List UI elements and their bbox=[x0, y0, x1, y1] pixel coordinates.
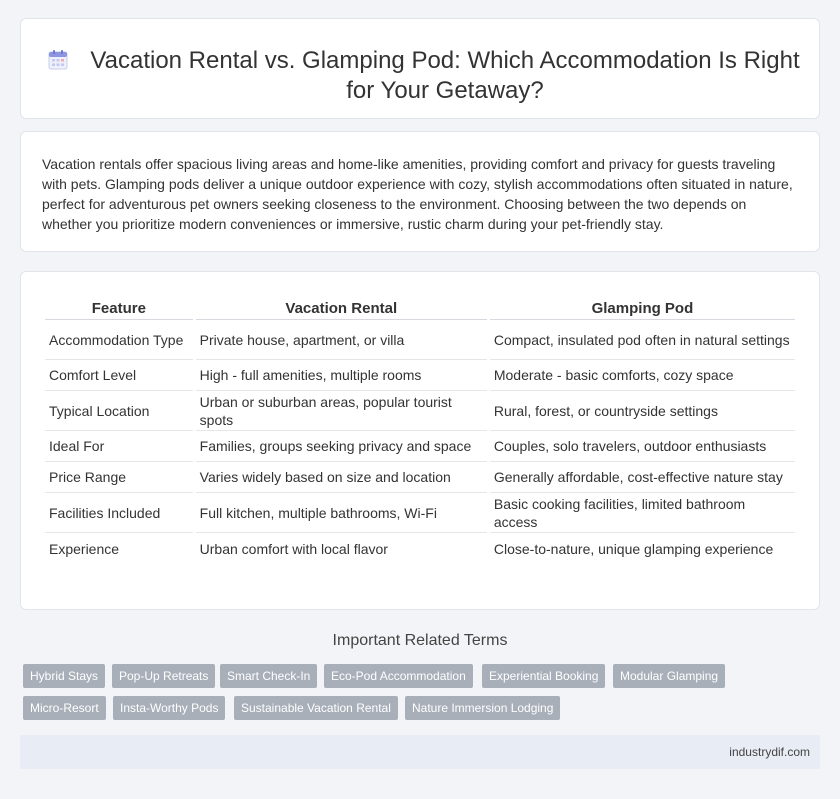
tag-smart-check-in[interactable]: Smart Check-In bbox=[220, 664, 317, 688]
comparison-table-card bbox=[20, 271, 820, 610]
table-header-glamping-pod: Glamping Pod bbox=[490, 296, 795, 320]
table-row bbox=[45, 431, 795, 462]
table-header-feature: Feature bbox=[45, 296, 193, 320]
intro-paragraph: Vacation rentals offer spacious living areas and home-like amenities, providing comfort and privacy for guests traveling with pets. Glamping pods deliver a unique outdoor experience with cozy, stylish accommodations often situated in nature, perfect for adventurous pet owners seeking closeness to the environment. Choosing between the two depends on whether you prioritize modern conveniences or immersive, rustic charm during your pet-friendly stay. bbox=[42, 156, 793, 232]
intro-card bbox=[20, 131, 820, 252]
table-cell: Experience bbox=[49, 540, 120, 557]
tag-eco-pod-accommodation[interactable]: Eco-Pod Accommodation bbox=[324, 664, 473, 688]
table-row bbox=[45, 320, 795, 360]
tag-insta-worthy-pods[interactable]: Insta-Worthy Pods bbox=[113, 696, 225, 720]
table-cell: Generally affordable, cost-effective nature stay bbox=[490, 462, 795, 493]
tag-micro-resort[interactable]: Micro-Resort bbox=[23, 696, 106, 720]
table-cell: Varies widely based on size and location bbox=[196, 462, 487, 493]
header-card bbox=[20, 18, 820, 119]
table-row bbox=[45, 391, 795, 431]
comparison-table bbox=[42, 296, 798, 564]
table-row bbox=[45, 360, 795, 391]
table-cell: Families, groups seeking privacy and space bbox=[196, 431, 487, 462]
table-cell: High - full amenities, multiple rooms bbox=[196, 360, 487, 391]
page-title: Vacation Rental vs. Glamping Pod: Which Accommodation Is Right for Your Getaway? bbox=[90, 47, 800, 104]
table-cell: Full kitchen, multiple bathrooms, Wi-Fi bbox=[196, 493, 487, 533]
table-cell: Price Range bbox=[45, 462, 193, 493]
table-cell: Typical Location bbox=[45, 391, 193, 431]
tag-sustainable-vacation-rental[interactable]: Sustainable Vacation Rental bbox=[234, 696, 398, 720]
table-row bbox=[45, 533, 795, 564]
table-cell: Compact, insulated pod often in natural settings bbox=[490, 320, 795, 360]
calendar-icon bbox=[47, 49, 69, 71]
tag-modular-glamping[interactable]: Modular Glamping bbox=[613, 664, 725, 688]
table-cell: Private house, apartment, or villa bbox=[196, 320, 487, 360]
table-cell: Ideal For bbox=[45, 431, 193, 462]
table-cell: Urban comfort with local flavor bbox=[199, 540, 388, 557]
footer-site-link[interactable]: industrydif.com bbox=[729, 745, 810, 759]
table-cell: Urban or suburban areas, popular tourist spots bbox=[196, 391, 487, 431]
table-cell: Accommodation Type bbox=[45, 320, 193, 360]
table-header-vacation-rental: Vacation Rental bbox=[196, 296, 487, 320]
table-row bbox=[45, 493, 795, 533]
table-cell: Couples, solo travelers, outdoor enthusiasts bbox=[490, 431, 795, 462]
table-cell: Close-to-nature, unique glamping experience bbox=[493, 540, 774, 557]
tag-nature-immersion-lodging[interactable]: Nature Immersion Lodging bbox=[405, 696, 560, 720]
table-cell: Rural, forest, or countryside settings bbox=[490, 391, 795, 431]
table-cell: Comfort Level bbox=[45, 360, 193, 391]
tag-experiential-booking[interactable]: Experiential Booking bbox=[482, 664, 605, 688]
table-cell: Moderate - basic comforts, cozy space bbox=[490, 360, 795, 391]
table-cell: Facilities Included bbox=[45, 493, 193, 533]
tag-pop-up-retreats[interactable]: Pop-Up Retreats bbox=[112, 664, 215, 688]
table-row bbox=[45, 462, 795, 493]
related-terms-title: Important Related Terms bbox=[332, 632, 508, 649]
footer bbox=[20, 735, 820, 769]
table-cell: Basic cooking facilities, limited bathroom access bbox=[490, 493, 795, 533]
tag-hybrid-stays[interactable]: Hybrid Stays bbox=[23, 664, 105, 688]
